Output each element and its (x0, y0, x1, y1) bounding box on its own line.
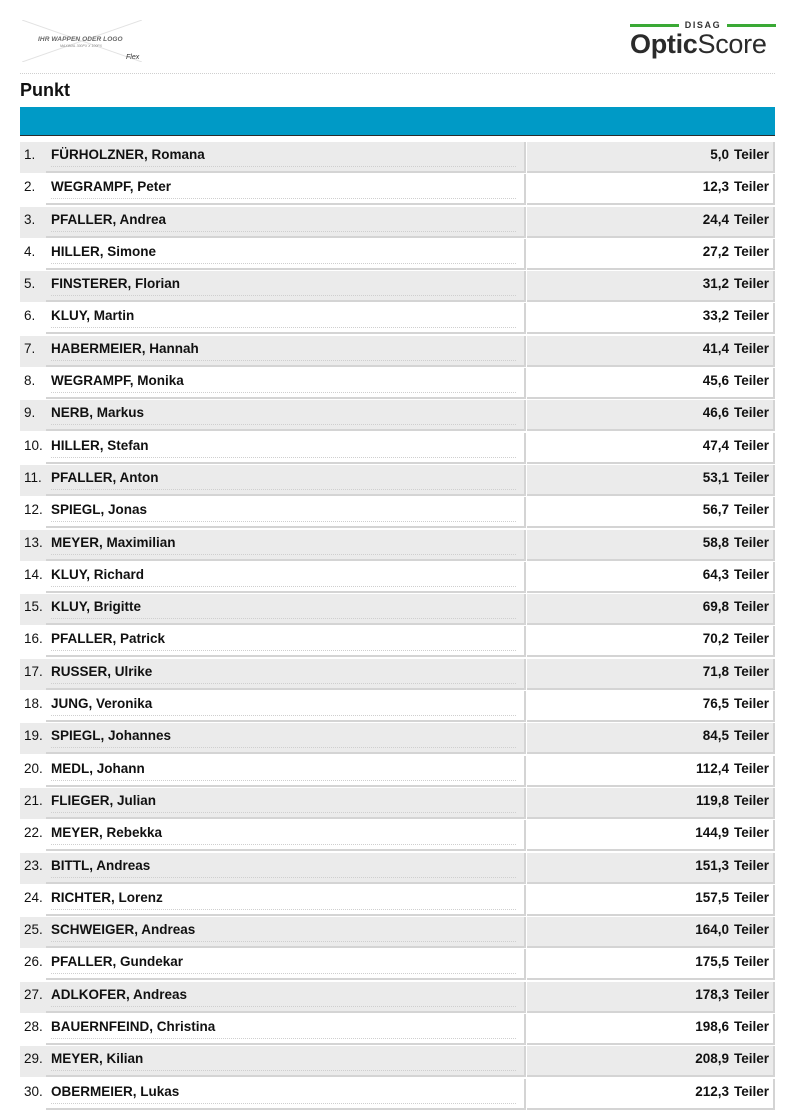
table-row (20, 626, 775, 658)
name-cell (46, 691, 526, 722)
rank-cell: 23. (20, 853, 46, 884)
table-row (20, 336, 775, 368)
name-cell (46, 788, 526, 819)
brand-logo (630, 20, 776, 62)
shooter-name: PFALLER, Gundekar (51, 954, 184, 970)
name-cell (46, 497, 526, 528)
shooter-name: HILLER, Stefan (51, 437, 149, 453)
table-header-band (20, 107, 775, 135)
table-row (20, 562, 775, 594)
score-cell (527, 885, 775, 916)
table-row (20, 497, 775, 529)
score-unit: Teiler (733, 631, 769, 647)
table-row (20, 465, 775, 497)
score-unit: Teiler (733, 986, 769, 1002)
score-cell (527, 853, 775, 884)
name-cell (46, 659, 526, 690)
score-value: 12,3 (702, 179, 729, 195)
shooter-name: HILLER, Simone (51, 243, 157, 259)
row-dotted-rule (51, 554, 516, 555)
name-cell (46, 885, 526, 916)
score-cell (527, 917, 775, 948)
row-dotted-rule (51, 1038, 516, 1039)
score-value: 84,5 (702, 728, 729, 744)
score-unit: Teiler (733, 792, 769, 808)
shooter-name: BAUERNFEIND, Christina (51, 1019, 216, 1035)
score-unit: Teiler (733, 599, 769, 615)
table-row (20, 982, 775, 1014)
name-cell (46, 1046, 526, 1077)
logo-placeholder-text: IHR WAPPEN ODER LOGO (38, 36, 123, 43)
name-cell (46, 433, 526, 464)
table-row (20, 659, 775, 691)
score-value: 151,3 (695, 857, 729, 873)
score-value: 64,3 (702, 566, 729, 582)
rank-cell: 14. (20, 562, 46, 593)
rank-cell: 22. (20, 820, 46, 851)
score-cell (527, 239, 775, 270)
row-dotted-rule (51, 521, 516, 522)
shooter-name: BITTL, Andreas (51, 857, 151, 873)
table-row (20, 788, 775, 820)
table-row (20, 949, 775, 981)
brand-wordmark (630, 29, 767, 59)
row-dotted-rule (51, 909, 516, 910)
score-unit: Teiler (733, 405, 769, 421)
name-cell (46, 465, 526, 496)
rank-cell: 1. (20, 142, 46, 173)
score-cell (527, 659, 775, 690)
rank-cell: 11. (20, 465, 46, 496)
score-unit: Teiler (733, 857, 769, 873)
row-dotted-rule (51, 1006, 516, 1007)
shooter-name: RUSSER, Ulrike (51, 663, 153, 679)
rank-cell: 13. (20, 530, 46, 561)
score-unit: Teiler (733, 889, 769, 905)
score-value: 212,3 (695, 1083, 729, 1099)
score-value: 70,2 (702, 631, 729, 647)
rank-cell: 28. (20, 1014, 46, 1045)
score-value: 76,5 (702, 696, 729, 712)
score-value: 46,6 (702, 405, 729, 421)
score-value: 119,8 (695, 792, 729, 808)
table-row (20, 174, 775, 206)
score-unit: Teiler (733, 1019, 769, 1035)
table-row (20, 207, 775, 239)
score-value: 71,8 (702, 663, 729, 679)
score-cell (527, 207, 775, 238)
row-dotted-rule (51, 844, 516, 845)
shooter-name: WEGRAMPF, Peter (51, 179, 172, 195)
score-unit: Teiler (733, 760, 769, 776)
score-value: 56,7 (702, 502, 729, 518)
score-cell (527, 820, 775, 851)
rank-cell: 16. (20, 626, 46, 657)
name-cell (46, 949, 526, 980)
name-cell (46, 1079, 526, 1110)
score-value: 5,0 (710, 147, 729, 162)
score-cell (527, 691, 775, 722)
table-row (20, 271, 775, 303)
shooter-name: MEDL, Johann (51, 760, 145, 776)
shooter-name: MEYER, Maximilian (51, 534, 176, 550)
rank-cell: 24. (20, 885, 46, 916)
name-cell (46, 303, 526, 334)
rank-cell: 8. (20, 368, 46, 399)
shooter-name: FLIEGER, Julian (51, 792, 157, 808)
name-cell (46, 626, 526, 657)
shooter-name: FÜRHOLZNER, Romana (51, 147, 205, 162)
shooter-name: FINSTERER, Florian (51, 276, 181, 292)
score-unit: Teiler (733, 825, 769, 841)
score-cell (527, 594, 775, 625)
score-cell (527, 756, 775, 787)
score-unit: Teiler (733, 147, 769, 162)
brand-name-regular: Score (697, 29, 767, 59)
shooter-name: PFALLER, Patrick (51, 631, 166, 647)
rank-cell: 3. (20, 207, 46, 238)
rank-cell: 7. (20, 336, 46, 367)
shooter-name: SPIEGL, Jonas (51, 502, 148, 518)
rank-cell: 12. (20, 497, 46, 528)
score-unit: Teiler (733, 276, 769, 292)
score-cell (527, 303, 775, 334)
name-cell (46, 142, 526, 173)
table-row (20, 1046, 775, 1078)
score-cell (527, 174, 775, 205)
score-value: 41,4 (702, 340, 729, 356)
row-dotted-rule (51, 198, 516, 199)
score-cell (527, 982, 775, 1013)
score-unit: Teiler (733, 179, 769, 195)
shooter-name: RICHTER, Lorenz (51, 889, 163, 905)
table-row (20, 820, 775, 852)
score-cell (527, 497, 775, 528)
shooter-name: SCHWEIGER, Andreas (51, 922, 196, 938)
shooter-name: ADLKOFER, Andreas (51, 986, 188, 1002)
shooter-name: OBERMEIER, Lukas (51, 1083, 180, 1099)
table-row (20, 303, 775, 335)
score-unit: Teiler (733, 1083, 769, 1099)
score-value: 33,2 (702, 308, 729, 324)
score-cell (527, 400, 775, 431)
table-row (20, 917, 775, 949)
rank-cell: 19. (20, 723, 46, 754)
score-value: 178,3 (695, 986, 729, 1002)
row-dotted-rule (51, 747, 516, 748)
row-dotted-rule (51, 650, 516, 651)
brand-accent-bar-left (630, 24, 679, 27)
table-row (20, 756, 775, 788)
table-row (20, 691, 775, 723)
logo-placeholder-size: MAXIMAL 300PX X 100PX (60, 44, 102, 48)
score-value: 27,2 (702, 243, 729, 259)
shooter-name: PFALLER, Anton (51, 469, 159, 485)
score-unit: Teiler (733, 373, 769, 389)
score-cell (527, 562, 775, 593)
table-row (20, 239, 775, 271)
row-dotted-rule (51, 392, 516, 393)
shooter-name: NERB, Markus (51, 405, 145, 421)
score-unit: Teiler (733, 308, 769, 324)
rank-cell: 4. (20, 239, 46, 270)
score-value: 157,5 (695, 889, 729, 905)
table-row (20, 853, 775, 885)
row-dotted-rule (51, 973, 516, 974)
score-unit: Teiler (733, 502, 769, 518)
table-row (20, 142, 775, 174)
row-dotted-rule (51, 489, 516, 490)
header-divider (20, 73, 775, 74)
score-cell (527, 949, 775, 980)
shooter-name: JUNG, Veronika (51, 696, 153, 712)
row-dotted-rule (51, 295, 516, 296)
shooter-name: HABERMEIER, Hannah (51, 340, 199, 356)
score-cell (527, 626, 775, 657)
name-cell (46, 917, 526, 948)
score-unit: Teiler (733, 1051, 769, 1067)
rank-cell: 9. (20, 400, 46, 431)
score-unit: Teiler (733, 437, 769, 453)
shooter-name: SPIEGL, Johannes (51, 728, 172, 744)
rank-cell: 25. (20, 917, 46, 948)
page-header (0, 0, 790, 80)
name-cell (46, 853, 526, 884)
rank-cell: 20. (20, 756, 46, 787)
name-cell (46, 756, 526, 787)
score-value: 208,9 (695, 1051, 729, 1067)
table-row (20, 433, 775, 465)
score-cell (527, 1046, 775, 1077)
name-cell (46, 982, 526, 1013)
score-unit: Teiler (733, 922, 769, 938)
score-cell (527, 465, 775, 496)
score-cell (527, 271, 775, 302)
name-cell (46, 723, 526, 754)
score-value: 144,9 (695, 825, 729, 841)
score-value: 164,0 (695, 922, 729, 938)
row-dotted-rule (51, 618, 516, 619)
score-value: 198,6 (695, 1019, 729, 1035)
rank-cell: 15. (20, 594, 46, 625)
name-cell (46, 336, 526, 367)
score-unit: Teiler (733, 340, 769, 356)
score-cell (527, 788, 775, 819)
rank-cell: 21. (20, 788, 46, 819)
table-row (20, 400, 775, 432)
score-unit: Teiler (733, 696, 769, 712)
rank-cell: 29. (20, 1046, 46, 1077)
rank-cell: 26. (20, 949, 46, 980)
score-cell (527, 1079, 775, 1110)
shooter-name: KLUY, Brigitte (51, 599, 142, 615)
row-dotted-rule (51, 457, 516, 458)
row-dotted-rule (51, 424, 516, 425)
table-header-divider (20, 135, 775, 136)
logo-placeholder (22, 20, 142, 62)
score-value: 45,6 (702, 373, 729, 389)
score-cell (527, 433, 775, 464)
table-row (20, 1014, 775, 1046)
shooter-name: KLUY, Martin (51, 308, 135, 324)
score-unit: Teiler (733, 663, 769, 679)
brand-top-label: DISAG (684, 20, 722, 30)
row-dotted-rule (51, 231, 516, 232)
name-cell (46, 207, 526, 238)
rank-cell: 27. (20, 982, 46, 1013)
table-row (20, 723, 775, 755)
row-dotted-rule (51, 166, 516, 167)
row-dotted-rule (51, 683, 516, 684)
score-value: 69,8 (702, 599, 729, 615)
score-cell (527, 142, 775, 173)
row-dotted-rule (51, 1070, 516, 1071)
score-cell (527, 723, 775, 754)
table-row (20, 1079, 775, 1111)
score-unit: Teiler (733, 243, 769, 259)
name-cell (46, 530, 526, 561)
row-dotted-rule (51, 812, 516, 813)
score-value: 112,4 (695, 760, 729, 776)
score-value: 31,2 (702, 276, 729, 292)
shooter-name: MEYER, Kilian (51, 1051, 144, 1067)
score-unit: Teiler (733, 566, 769, 582)
shooter-name: WEGRAMPF, Monika (51, 373, 184, 389)
score-cell (527, 530, 775, 561)
score-unit: Teiler (733, 954, 769, 970)
results-table (20, 142, 775, 1111)
name-cell (46, 271, 526, 302)
row-dotted-rule (51, 780, 516, 781)
table-row (20, 368, 775, 400)
score-value: 47,4 (702, 437, 729, 453)
name-cell (46, 174, 526, 205)
score-unit: Teiler (733, 211, 769, 227)
score-unit: Teiler (733, 728, 769, 744)
row-dotted-rule (51, 877, 516, 878)
shooter-name: KLUY, Richard (51, 566, 145, 582)
row-dotted-rule (51, 327, 516, 328)
name-cell (46, 239, 526, 270)
score-unit: Teiler (733, 534, 769, 550)
shooter-name: PFALLER, Andrea (51, 211, 167, 227)
rank-cell: 2. (20, 174, 46, 205)
brand-accent-bar-right (727, 24, 776, 27)
row-dotted-rule (51, 360, 516, 361)
table-row (20, 530, 775, 562)
row-dotted-rule (51, 263, 516, 264)
rank-cell: 6. (20, 303, 46, 334)
table-row (20, 594, 775, 626)
rank-cell: 30. (20, 1079, 46, 1110)
score-cell (527, 336, 775, 367)
score-value: 58,8 (702, 534, 729, 550)
name-cell (46, 400, 526, 431)
name-cell (46, 562, 526, 593)
brand-name-bold: Optic (630, 29, 698, 59)
score-cell (527, 1014, 775, 1045)
row-dotted-rule (51, 715, 516, 716)
score-value: 24,4 (702, 211, 729, 227)
rank-cell: 10. (20, 433, 46, 464)
row-dotted-rule (51, 941, 516, 942)
rank-cell: 17. (20, 659, 46, 690)
name-cell (46, 820, 526, 851)
logo-placeholder-flex: Flex (126, 54, 140, 61)
score-value: 175,5 (695, 954, 729, 970)
rank-cell: 5. (20, 271, 46, 302)
score-cell (527, 368, 775, 399)
name-cell (46, 594, 526, 625)
score-unit: Teiler (733, 469, 769, 485)
row-dotted-rule (51, 586, 516, 587)
table-row (20, 885, 775, 917)
row-dotted-rule (51, 1103, 516, 1104)
name-cell (46, 368, 526, 399)
shooter-name: MEYER, Rebekka (51, 825, 163, 841)
name-cell (46, 1014, 526, 1045)
score-value: 53,1 (702, 469, 729, 485)
rank-cell: 18. (20, 691, 46, 722)
page-title: Punkt (20, 80, 71, 100)
